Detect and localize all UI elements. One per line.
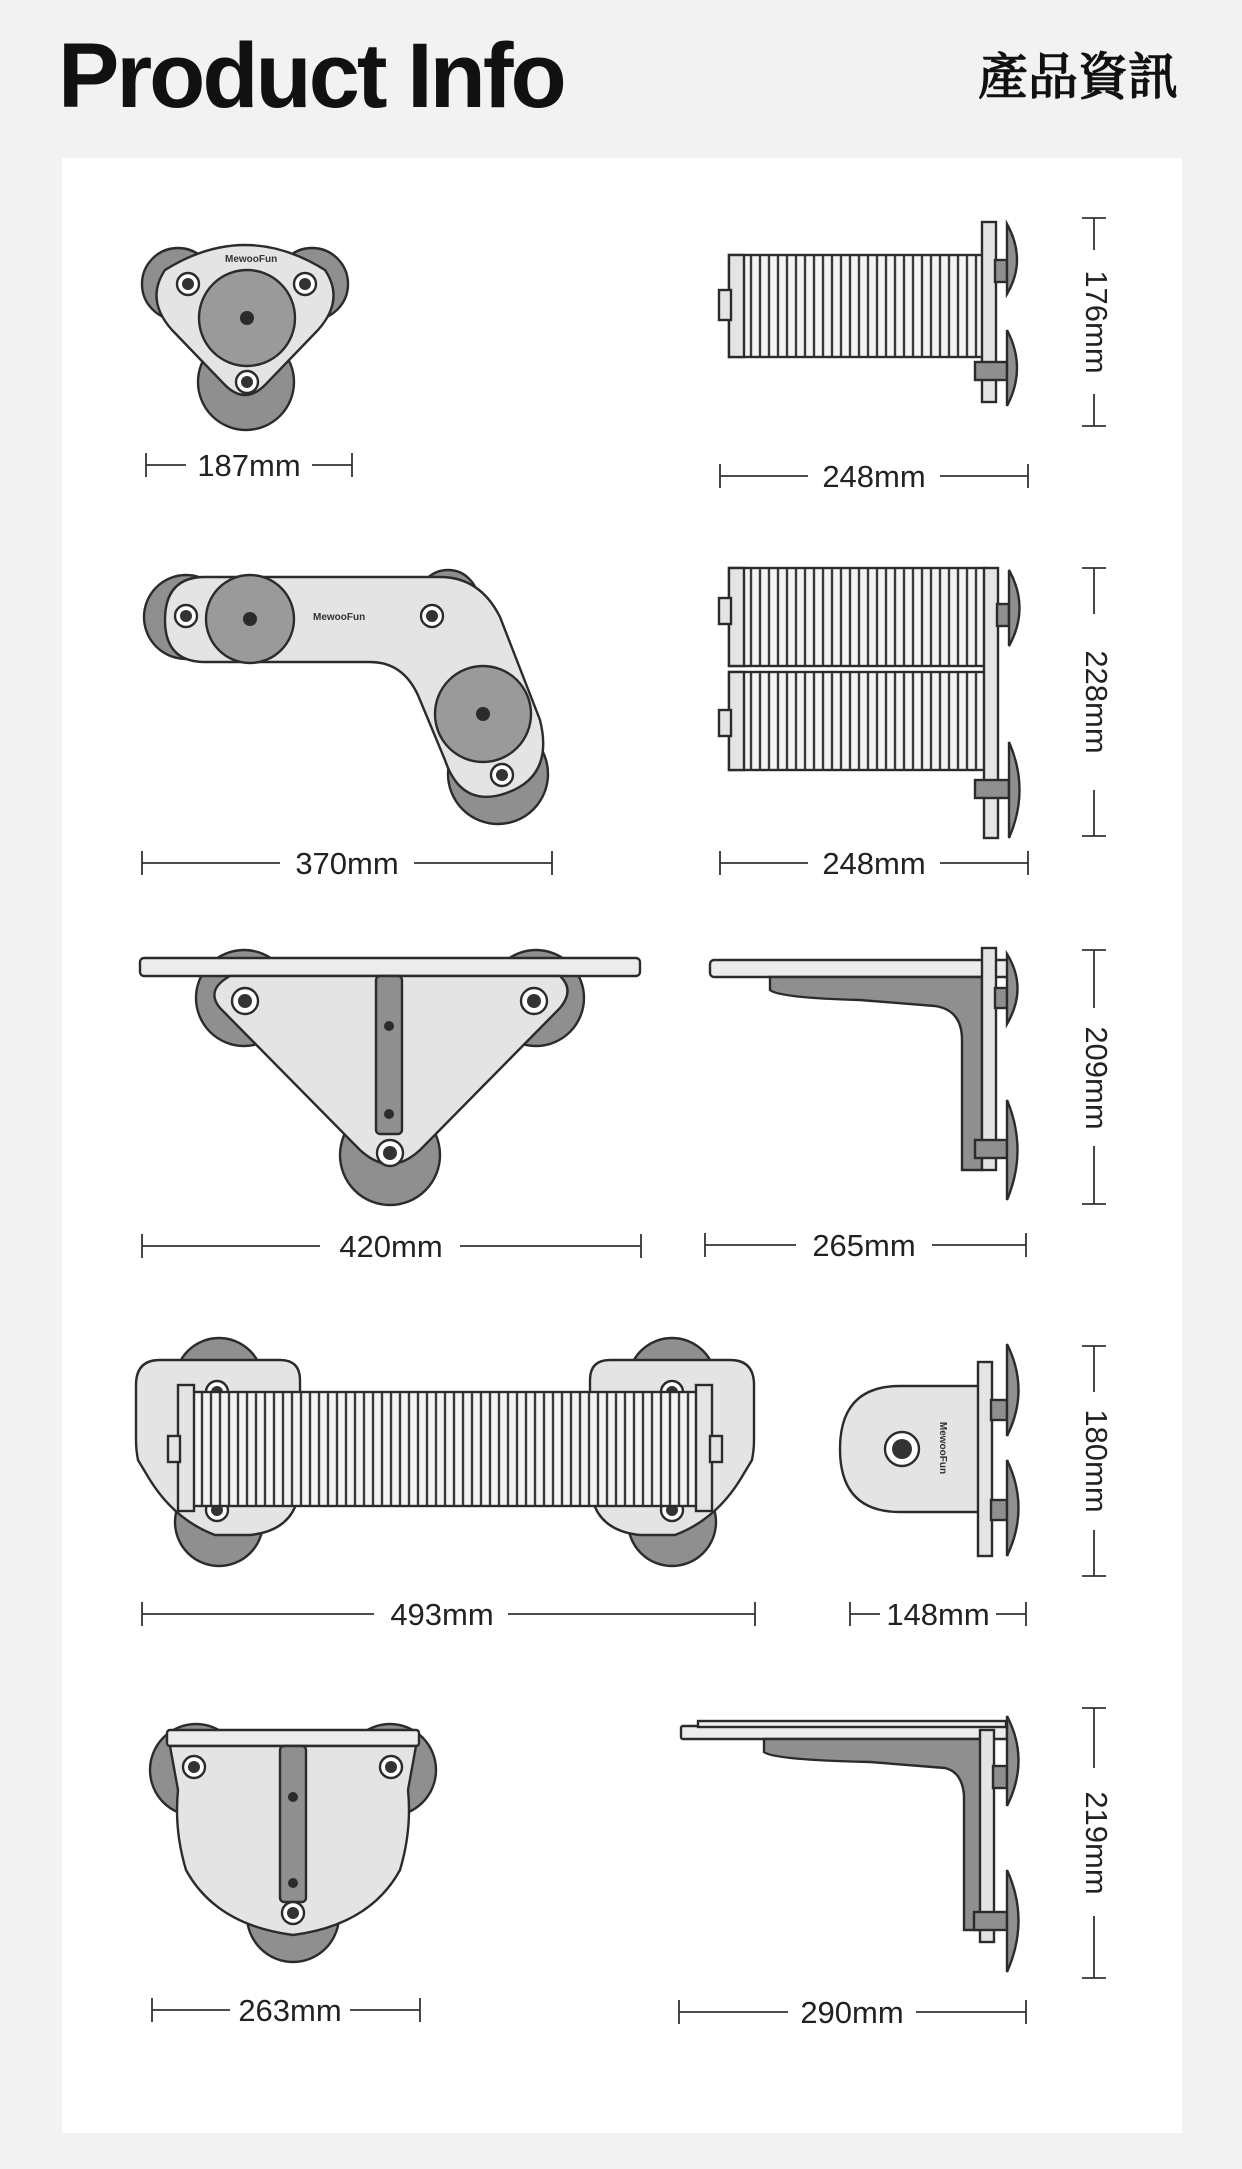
dim-top-width-1: 187mm bbox=[197, 448, 301, 483]
dim-top-width-3: 420mm bbox=[339, 1229, 443, 1264]
brand-label: MewooFun bbox=[313, 612, 366, 623]
page-subtitle: 產品資訊 bbox=[978, 48, 1178, 106]
dim-height-5: 219mm bbox=[1078, 1791, 1114, 1895]
product-4-top-view bbox=[136, 1338, 754, 1566]
dim-height-4: 180mm bbox=[1078, 1409, 1114, 1513]
dim-side-width-5: 290mm bbox=[800, 1995, 904, 2030]
product-1-top-view bbox=[142, 245, 348, 430]
product-3-top-view bbox=[140, 950, 640, 1205]
dim-height-1: 176mm bbox=[1078, 270, 1114, 374]
product-5-side-view bbox=[681, 1716, 1019, 1972]
product-1-side-view bbox=[719, 222, 1017, 406]
product-2-side-view bbox=[719, 568, 1020, 838]
dim-top-width-5: 263mm bbox=[238, 1993, 342, 2028]
dim-side-width-1: 248mm bbox=[822, 459, 926, 494]
dim-top-width-4: 493mm bbox=[390, 1597, 494, 1632]
product-3-side-view bbox=[710, 948, 1018, 1200]
dim-side-width-2: 248mm bbox=[822, 846, 926, 881]
product-4-side-view bbox=[840, 1344, 1019, 1556]
product-2-top-view bbox=[144, 570, 548, 824]
brand-label: MewooFun bbox=[225, 254, 278, 265]
dim-side-width-3: 265mm bbox=[812, 1228, 916, 1263]
brand-label: MewooFun bbox=[937, 1421, 948, 1475]
dim-height-3: 209mm bbox=[1078, 1026, 1114, 1130]
dim-side-width-4: 148mm bbox=[886, 1597, 990, 1632]
dim-height-2: 228mm bbox=[1078, 650, 1114, 754]
dim-top-width-2: 370mm bbox=[295, 846, 399, 881]
page-title: Product Info bbox=[58, 25, 564, 127]
product-5-top-view bbox=[150, 1724, 436, 1962]
